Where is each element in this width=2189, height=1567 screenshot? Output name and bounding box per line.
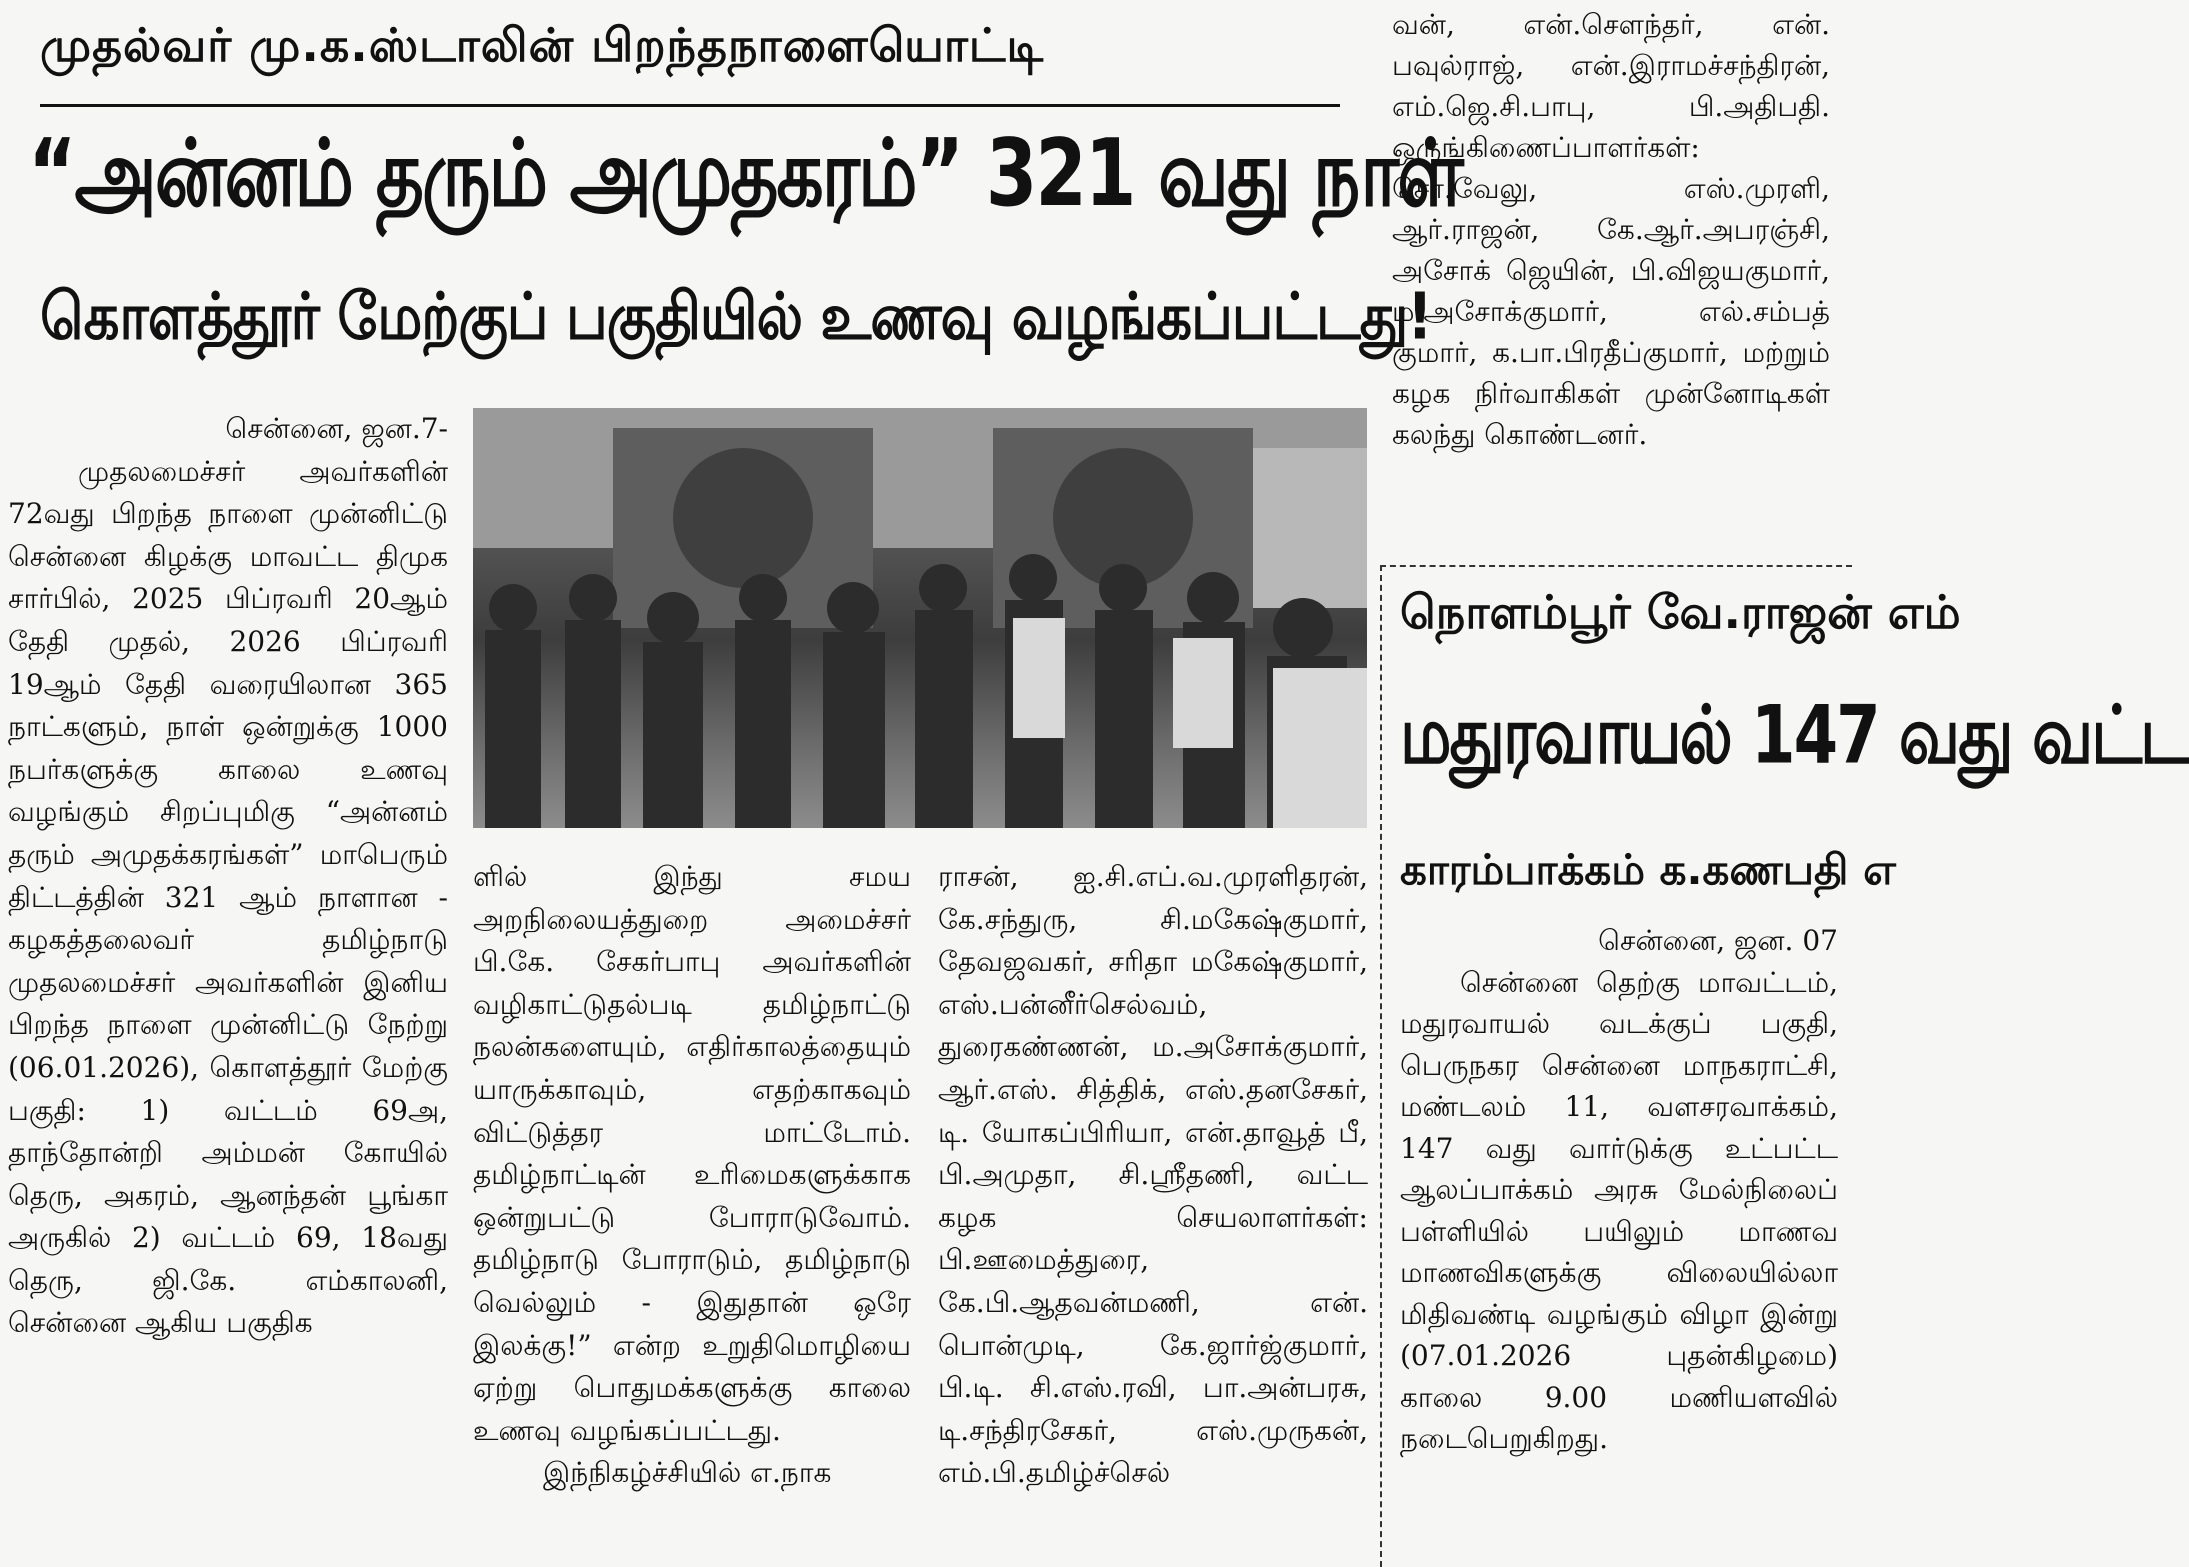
article-column-2 xyxy=(473,856,911,1495)
article-body-col1: முதலமைச்சர் அவர்களின் 72வது பிறந்த நாளை முன்னிட்டு சென்னை கிழக்கு மாவட்ட திமுக சார்பில், 2025 பிப்ரவரி 20ஆம் தேதி முதல், 2026 பிப்ரவரி 19ஆம் தேதி வரையிலான 365 நாட்களும், நாள் ஒன்றுக்கு 1000 நபர்களுக்கு காலை உணவு வழங்கும் சிறப்புமிகு “அன்னம் தரும் அமுதக்கரங்கள்” மாபெரும் திட்டத்தின் 321 ஆம் நாளான - கழகத்தலைவர் தமிழ்நாடு முதலமைச்சர் அவர்களின் இனிய பிறந்த நாளை முன்னிட்டு நேற்று (06.01.2026), கொளத்தூர் மேற்கு பகுதி: 1) வட்டம் 69அ, தாந்தோன்றி அம்மன் கோயில் தெரு, அகரம், ஆனந்தன் பூங்கா அருகில் 2) வட்டம் 69, 18வது தெரு, ஜி.கே. எம்காலனி, சென்னை ஆகிய பகுதிக xyxy=(8,454,448,1340)
next-article-subhead: காரம்பாக்கம் க.கணபதி எ xyxy=(1400,845,1896,894)
article-column-1 xyxy=(8,408,448,1345)
article-body-col2-tail: இந்நிகழ்ச்சியில் எ.நாக xyxy=(543,1456,832,1490)
event-photo xyxy=(473,408,1367,828)
kicker-rule xyxy=(40,104,1340,107)
event-photo-illustration xyxy=(473,408,1367,828)
article-subhead: கொளத்தூர் மேற்குப் பகுதியில் உணவு வழங்கப்பட்டது! xyxy=(40,280,1432,355)
article-column-4 xyxy=(1392,4,1830,455)
article-body-col2: ளில் இந்து சமய அறநிலையத்துறை அமைச்சர் பி.கே. சேகர்பாபு அவர்களின் வழிகாட்டுதல்படி தமிழ்நாட்டு நலன்களையும், எதிர்காலத்தையும் யாருக்காவும், எதற்காகவும் விட்டுத்தர மாட்டோம். தமிழ்நாட்டின் உரிமைகளுக்காக ஒன்றுபட்டு போராடுவோம். தமிழ்நாடு போராடும், தமிழ்நாடு வெல்லும் - இதுதான் ஒரே இலக்கு!” என்ற உறுதிமொழியை ஏற்று பொதுமக்களுக்கு காலை உணவு வழங்கப்பட்டது. xyxy=(473,860,911,1447)
article-body-col3: ராசன், ஐ.சி.எப்.வ.முரளிதரன், கே.சந்துரு, சி.மகேஷ்குமார், தேவஜவகர், சரிதா மகேஷ்குமார், எஸ்.பன்னீர்செல்வம், துரைகண்ணன், ம.அசோக்குமார், ஆர்.எஸ். சித்திக், எஸ்.தனசேகர், டி. யோகப்பிரியா, என்.தாவூத் பீ, பி.அமுதா, சி.ஸ்ரீதணி, வட்ட கழக செயலாளர்கள்: பி.ஊமைத்துரை, கே.பி.ஆதவன்மணி, என். பொன்முடி, கே.ஜார்ஜ்குமார், பி.டி. சி.எஸ்.ரவி, பா.அன்பரசு, டி.சந்திரசேகர், எஸ்.முருகன், எம்.பி.தமிழ்ச்செல் xyxy=(938,860,1368,1490)
next-article-column xyxy=(1400,920,1838,1460)
next-article-kicker: நொளம்பூர் வே.ராஜன் எம் xyxy=(1400,585,1961,639)
article-headline: “அன்னம் தரும் அமுதகரம்” 321 வது நாள் xyxy=(28,120,1462,228)
article-body-col4: வன், என்.சௌந்தர், என். பவுல்ராஜ், என்.இராமச்சந்திரன், எம்.ஜெ.சி.பாபு, பி.அதிபதி. ஒருங்கிணைப்பாளர்கள்: சொ.வேலு, எஸ்.முரளி, ஆர்.ராஜன், கே.ஆர்.அபரஞ்சி, அசோக் ஜெயின், பி.விஜயகுமார், ம.அசோக்குமார், எல்.சம்பத் குமார், க.பா.பிரதீப்குமார், மற்றும் கழக நிர்வாகிகள் முன்னோடிகள் கலந்து கொண்டனர். xyxy=(1392,8,1830,451)
next-article-body: சென்னை தெற்கு மாவட்டம், மதுரவாயல் வடக்குப் பகுதி, பெருநகர சென்னை மாநகராட்சி, மண்டலம் 11, வளசரவாக்கம், 147 வது வார்டுக்கு உட்பட்ட ஆலப்பாக்கம் அரசு மேல்நிலைப் பள்ளியில் பயிலும் மாணவ மாணவிகளுக்கு விலையில்லா மிதிவண்டி வழங்கும் விழா இன்று (07.01.2026 புதன்கிழமை) காலை 9.00 மணியளவில் நடைபெறுகிறது. xyxy=(1400,965,1838,1455)
next-article-dateline: சென்னை, ஜன. 07 xyxy=(1598,924,1838,957)
article-kicker: முதல்வர் மு.க.ஸ்டாலின் பிறந்தநாளையொட்டி xyxy=(40,18,1045,72)
article-column-3 xyxy=(938,856,1368,1495)
article-dateline: சென்னை, ஜன.7- xyxy=(225,412,448,445)
next-article-headline: மதுரவாயல் 147 வது வட்ட xyxy=(1400,690,2189,783)
